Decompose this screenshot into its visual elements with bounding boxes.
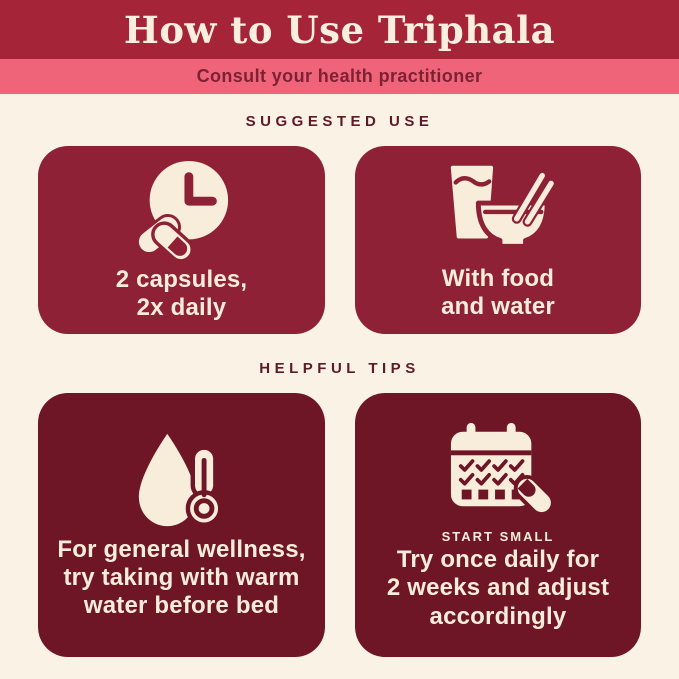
card-text: For general wellness, try taking with warm water before bed (57, 535, 306, 620)
drop-thermometer-icon (128, 430, 236, 534)
card-text: With food and water (441, 264, 555, 320)
page-title: How to Use Triphala (123, 7, 556, 52)
calendar-pill-icon (439, 419, 557, 519)
clock-capsules-icon (131, 158, 233, 260)
food-water-icon (439, 159, 557, 259)
subtitle-bar (0, 59, 679, 94)
helpful-tips-cards (38, 393, 641, 657)
card-text: Try once daily for 2 weeks and adjust accordingly (386, 546, 610, 630)
card-warm-water (38, 393, 325, 657)
card-text: 2 capsules, 2x daily (115, 265, 248, 321)
card-capsules-dosage (38, 146, 325, 334)
subtitle-text: Consult your health practitioner (196, 66, 483, 86)
section-heading-helpful-tips: HELPFUL TIPS (259, 360, 420, 377)
card-kicker: START SMALL (441, 529, 555, 545)
card-food-water (355, 146, 641, 334)
title-banner (0, 0, 679, 59)
card-start-small (355, 393, 641, 657)
suggested-use-cards (38, 146, 641, 334)
section-heading-suggested-use: SUGGESTED USE (245, 113, 434, 130)
